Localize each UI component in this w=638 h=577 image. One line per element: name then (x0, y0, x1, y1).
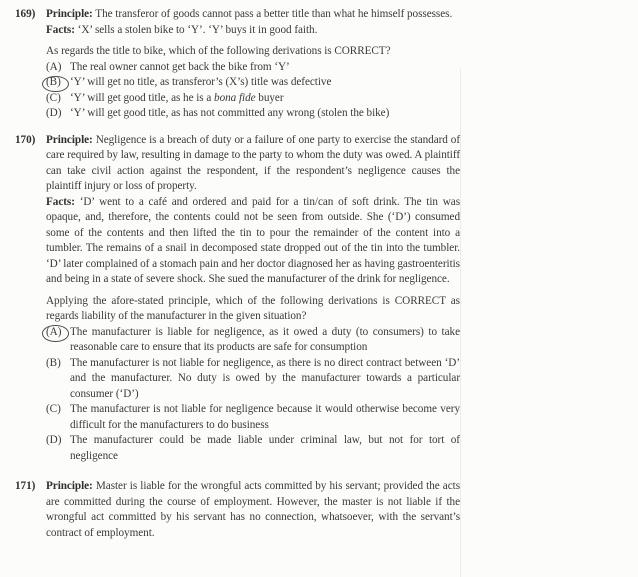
principle-paragraph (46, 479, 460, 541)
option-row-170-D (46, 433, 460, 464)
option-text: The real owner cannot get back the bike from ‘Y’ (70, 60, 290, 73)
facts-text: ‘X’ sells a stolen bike to ‘Y’. ‘Y’ buys it in good faith. (77, 23, 318, 36)
question-stem: As regards the title to bike, which of the following derivations is CORRECT? (46, 45, 391, 57)
option-text: ‘Y’ will get no title, as transferor’s (X’s) title was defective (70, 76, 332, 88)
option-label-text: (D) (46, 434, 62, 446)
question-169 (15, 7, 460, 122)
option-label (46, 325, 70, 341)
facts-paragraph (46, 23, 460, 39)
page-fold-line (460, 68, 461, 577)
option-label (46, 356, 70, 372)
option-text: The manufacturer is not liable for negligence because it would otherwise become very difficult for the manufacturers to do business (70, 403, 460, 431)
options-list (46, 325, 460, 465)
option-text (70, 91, 460, 107)
facts-label: Facts: (46, 195, 75, 208)
principle-label: Principle: (46, 480, 93, 492)
option-label (46, 433, 70, 449)
question-171 (15, 479, 460, 541)
option-text-italic: bona fide (214, 91, 256, 104)
option-label (46, 60, 70, 76)
option-label (46, 402, 70, 418)
option-label-text: (B) (46, 76, 61, 88)
question-stem: Applying the afore-stated principle, which of the following derivations is CORRECT as regards liability of the manufacturer in the given situation? (46, 294, 460, 322)
option-label-text: (C) (46, 403, 61, 415)
option-label-text: (A) (46, 325, 62, 338)
option-label-text: (A) (46, 60, 62, 73)
option-text: The manufacturer could be made liable under criminal law, but not for tort of negligence (70, 434, 460, 462)
principle-text: Master is liable for the wrongful acts committed by his servant; provided the acts are committed during the course of employment. However, the master is not liable if the wrongful act committed by his servant has no connection, whatsoever, with the servant’s contract of employment. (46, 480, 461, 539)
option-row-170-C (46, 402, 460, 433)
option-label (46, 91, 70, 107)
facts-label: Facts: (46, 23, 75, 36)
option-row-169-B (46, 75, 460, 91)
option-text: ‘Y’ will get good title, as has not committed any wrong (stolen the bike) (70, 107, 390, 119)
option-label (46, 75, 70, 91)
options-list (46, 60, 460, 122)
principle-text: The transferor of goods cannot pass a better title than what he himself possesses. (95, 8, 453, 20)
option-row-170-A (46, 325, 460, 356)
principle-label: Principle: (46, 8, 93, 20)
option-label-text: (D) (46, 107, 62, 119)
principle-label: Principle: (46, 133, 93, 146)
option-text-pre: ‘Y’ will get good title, as he is a (70, 91, 212, 104)
option-label-text: (B) (46, 356, 61, 369)
option-row-170-B (46, 356, 460, 403)
facts-paragraph (46, 195, 460, 288)
option-row-169-C (46, 91, 460, 107)
facts-text: ‘D’ went to a café and ordered and paid for a tin/can of soft drink. The tin was opaque, and, therefore, the contents could not be seen from outside. She (‘D’) consumed some of the contents and then lifted the tin to pour the remainder of the content into a tumbler. The remains of a snail in decomposed state dropped out of the tin into the tumbler. ‘D’ later complained of a stomach pain and her doctor diagnosed her as having gastroenteritis and being in a state of severe shock. She sued the manufacturer of the drink for negligence. (46, 195, 460, 285)
option-text: The manufacturer is not liable for negligence, as there is no direct contract between ‘D’ and the manufacturer. No duty is owed by the manufacturer towards a particular consumer (‘D’) (70, 356, 460, 400)
principle-paragraph (46, 7, 460, 23)
question-number: 170) (15, 133, 36, 146)
option-label (46, 106, 70, 122)
principle-paragraph (46, 133, 460, 195)
question-170 (15, 133, 460, 465)
option-row-169-A (46, 60, 460, 76)
option-row-169-D (46, 106, 460, 122)
question-number: 169) (15, 8, 36, 20)
option-text-post: buyer (258, 91, 284, 104)
question-number: 171) (15, 480, 36, 492)
option-text: The manufacturer is liable for negligence, as it owed a duty (to consumers) to take reasonable care to ensure that its products are safe for consumption (70, 325, 460, 353)
principle-text: Negligence is a breach of duty or a failure of one party to exercise the standard of care required by law, resulting in damage to the party to whom the duty was owed. A plaintiff can take civil action against the respondent, if the respondent’s negligence causes the plaintiff injury or loss of property. (46, 133, 460, 192)
option-label-text: (C) (46, 91, 61, 104)
page-content (15, 7, 460, 541)
